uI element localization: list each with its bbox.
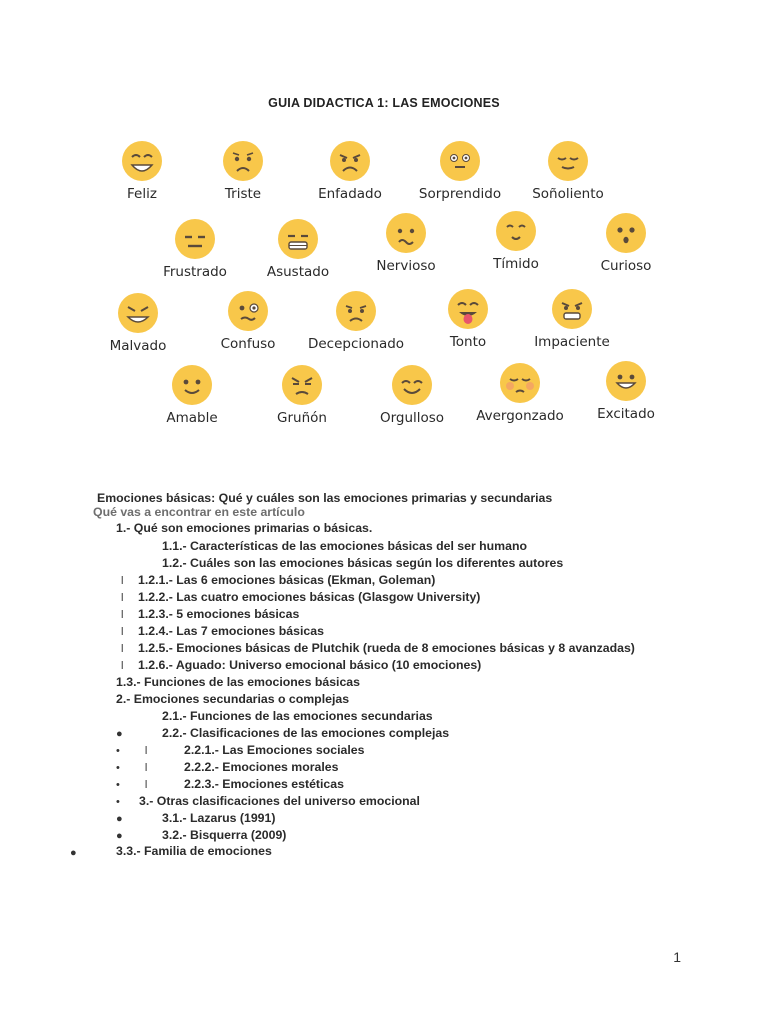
blushing-face-icon <box>499 362 541 404</box>
evil-grin-face-icon <box>117 292 159 334</box>
surprised-face-icon <box>439 140 481 182</box>
proud-face-icon <box>391 364 433 406</box>
grimacing-face-icon <box>277 218 319 260</box>
list-marker: ● <box>116 830 123 842</box>
list-marker: • <box>116 796 120 808</box>
list-marker: • l <box>116 762 148 774</box>
laughing-face-icon <box>121 140 163 182</box>
emotion-item <box>551 212 701 292</box>
confused-face-icon <box>227 290 269 332</box>
emotion-label: Soñoliento <box>532 186 604 202</box>
emotion-item <box>551 360 701 440</box>
toc-item: 1.2.1.- Las 6 emociones básicas (Ekman, Goleman) <box>138 573 436 587</box>
emotion-label: Feliz <box>127 186 157 202</box>
curious-face-icon <box>605 212 647 254</box>
excited-face-icon <box>605 360 647 402</box>
toc-item: 1.2.4.- Las 7 emociones básicas <box>138 624 324 638</box>
emotion-label: Nervioso <box>376 258 436 274</box>
list-marker: l <box>121 643 124 655</box>
list-marker: • l <box>116 779 148 791</box>
expressionless-face-icon <box>174 218 216 260</box>
toc-item: 3.1.- Lazarus (1991) <box>162 811 276 825</box>
emotion-label: Gruñón <box>277 410 327 426</box>
toc-item: 2.2.2.- Emociones morales <box>184 760 339 774</box>
list-marker: ● <box>70 847 77 859</box>
page-number: 1 <box>673 949 681 965</box>
emotion-label: Amable <box>166 410 218 426</box>
toc-item: 2.2.1.- Las Emociones sociales <box>184 743 365 757</box>
emotion-label: Asustado <box>266 264 330 280</box>
toc-item: 1.2.- Cuáles son las emociones básicas según los diferentes autores <box>162 556 564 570</box>
angry-face-icon <box>329 140 371 182</box>
list-marker: l <box>121 592 124 604</box>
emotion-label: Sorprendido <box>418 186 502 202</box>
worried-face-icon <box>385 212 427 254</box>
list-marker: ● <box>116 728 123 740</box>
emotion-item <box>493 140 643 220</box>
emotion-label: Enfadado <box>318 186 382 202</box>
toc-item: 2.- Emociones secundarias o complejas <box>116 692 350 706</box>
list-marker: l <box>121 660 124 672</box>
list-marker: l <box>121 575 124 587</box>
toc-item: 3.3.- Familia de emociones <box>116 844 272 858</box>
sad-face-icon <box>222 140 264 182</box>
grumpy-face-icon <box>281 364 323 406</box>
toc-item: 3.- Otras clasificaciones del universo emocional <box>139 794 420 808</box>
toc-item: 1.2.5.- Emociones básicas de Plutchik (rueda de 8 emociones básicas y 8 avanzadas) <box>138 641 635 655</box>
shy-face-icon <box>495 210 537 252</box>
emotion-label: Impaciente <box>534 334 610 350</box>
emotion-label: Orgulloso <box>379 410 445 426</box>
toc-item: 1.2.3.- 5 emociones básicas <box>138 607 300 621</box>
document-title: GUIA DIDACTICA 1: LAS EMOCIONES <box>268 96 500 110</box>
emotion-label: Malvado <box>109 338 167 354</box>
emotion-label: Tonto <box>449 334 487 350</box>
list-marker: l <box>121 609 124 621</box>
toc-subheading: Qué vas a encontrar en este artículo <box>93 505 305 519</box>
emotion-label: Confuso <box>220 336 276 352</box>
emotion-label: Curioso <box>600 258 652 274</box>
emotion-item <box>497 288 647 368</box>
emotion-label: Frustrado <box>163 264 227 280</box>
tongue-out-face-icon <box>447 288 489 330</box>
list-marker: • l <box>116 745 148 757</box>
list-marker: l <box>121 626 124 638</box>
toc-item: 1.1.- Características de las emociones básicas del ser humano <box>162 539 527 553</box>
toc-item: 3.2.- Bisquerra (2009) <box>162 828 287 842</box>
sleepy-face-icon <box>547 140 589 182</box>
toc-item: 1.- Qué son emociones primarias o básicas. <box>116 521 373 535</box>
emotion-label: Triste <box>224 186 262 202</box>
emotion-label: Avergonzado <box>476 408 564 424</box>
toc-item: 1.2.6.- Aguado: Universo emocional básico (10 emociones) <box>138 658 482 672</box>
impatient-face-icon <box>551 288 593 330</box>
disappointed-face-icon <box>335 290 377 332</box>
list-marker: ● <box>116 813 123 825</box>
toc-item: 1.3.- Funciones de las emociones básicas <box>116 675 360 689</box>
toc-item: 2.2.- Clasificaciones de las emociones complejas <box>162 726 450 740</box>
smiling-face-icon <box>171 364 213 406</box>
toc-heading: Emociones básicas: Qué y cuáles son las emociones primarias y secundarias <box>97 491 553 505</box>
toc-item: 2.1.- Funciones de las emociones secundarias <box>162 709 433 723</box>
toc-item: 2.2.3.- Emociones estéticas <box>184 777 344 791</box>
toc-item: 1.2.2.- Las cuatro emociones básicas (Glasgow University) <box>138 590 481 604</box>
emotion-label: Tímido <box>493 256 539 272</box>
emotion-label: Decepcionado <box>307 336 405 352</box>
emotion-label: Excitado <box>597 406 655 422</box>
